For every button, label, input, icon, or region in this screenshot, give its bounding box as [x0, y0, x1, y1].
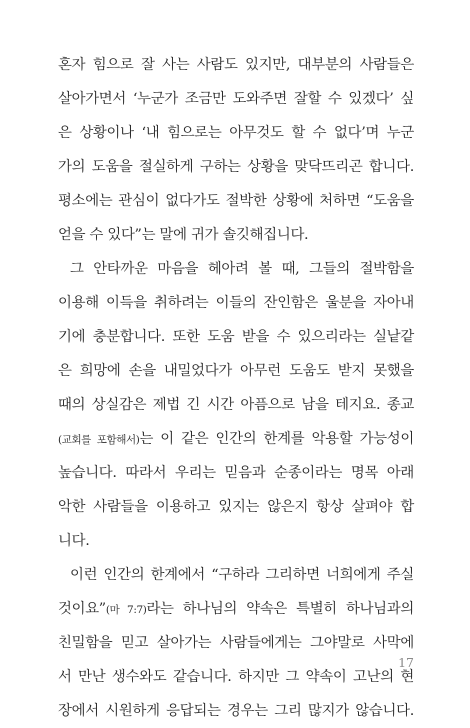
- text-segment: 것이요”: [58, 601, 106, 617]
- text-line: 이런 인간의 한계에서 “구하라 그리하면 너희에게 주실: [70, 567, 414, 583]
- text-line-with-annotation: [58, 592, 414, 626]
- page-number: 17: [398, 655, 414, 670]
- text-line: 서 만난 생수와도 같습니다. 하지만 그 약속이 고난의 현: [58, 669, 414, 685]
- text-line: 높습니다. 따라서 우리는 믿음과 순종이라는 명목 아래: [58, 465, 414, 481]
- text-line: 기에 충분합니다. 또한 도움 받을 수 있으리라는 실낱같: [58, 329, 414, 345]
- text-segment: 라는 하나님의 약속은 특별히 하나님과의: [146, 601, 414, 617]
- body-text: [58, 48, 414, 728]
- text-line: 악한 사람들을 이용하고 있지는 않은지 항상 살펴야 합: [58, 499, 414, 515]
- text-line: 혼자 힘으로 잘 사는 사람도 있지만, 대부분의 사람들은: [58, 57, 414, 73]
- text-line: 얻을 수 있다”는 말에 귀가 솔깃해집니다.: [58, 227, 309, 243]
- text-line: 이용해 이득을 취하려는 이들의 잔인함은 울분을 자아내: [58, 295, 414, 311]
- text-line: 그 안타까운 마음을 헤아려 볼 때, 그들의 절박함을: [70, 261, 414, 277]
- text-line: 은 희망에 손을 내밀었다가 아무런 도움도 받지 못했을: [58, 363, 414, 379]
- text-line: 가의 도움을 절실하게 구하는 상황을 맞닥뜨리곤 합니다.: [58, 159, 414, 175]
- text-line: 때의 상실감은 제법 긴 시간 아픔으로 남을 테지요. 종교: [58, 397, 414, 413]
- text-line: 니다.: [58, 533, 90, 549]
- text-line-with-annotation: [58, 422, 414, 456]
- text-segment: 는 이 같은 인간의 한계를 악용할 가능성이: [139, 431, 414, 447]
- text-line: 평소에는 관심이 없다가도 절박한 상황에 처하면 “도움을: [58, 193, 414, 209]
- text-line: 친밀함을 믿고 살아가는 사람들에게는 그야말로 사막에: [58, 635, 414, 651]
- text-line: 은 상황이나 ‘내 힘으로는 아무것도 할 수 없다’며 누군: [58, 125, 414, 141]
- annotation-church: (교회를 포함해서): [58, 434, 140, 446]
- text-line: 장에서 시원하게 응답되는 경우는 그리 많지가 않습니다.: [58, 703, 414, 719]
- text-line: 살아가면서 ‘누군가 조금만 도와주면 잘할 수 있겠다’ 싶: [58, 91, 414, 107]
- annotation-verse: (마 7:7): [105, 604, 147, 616]
